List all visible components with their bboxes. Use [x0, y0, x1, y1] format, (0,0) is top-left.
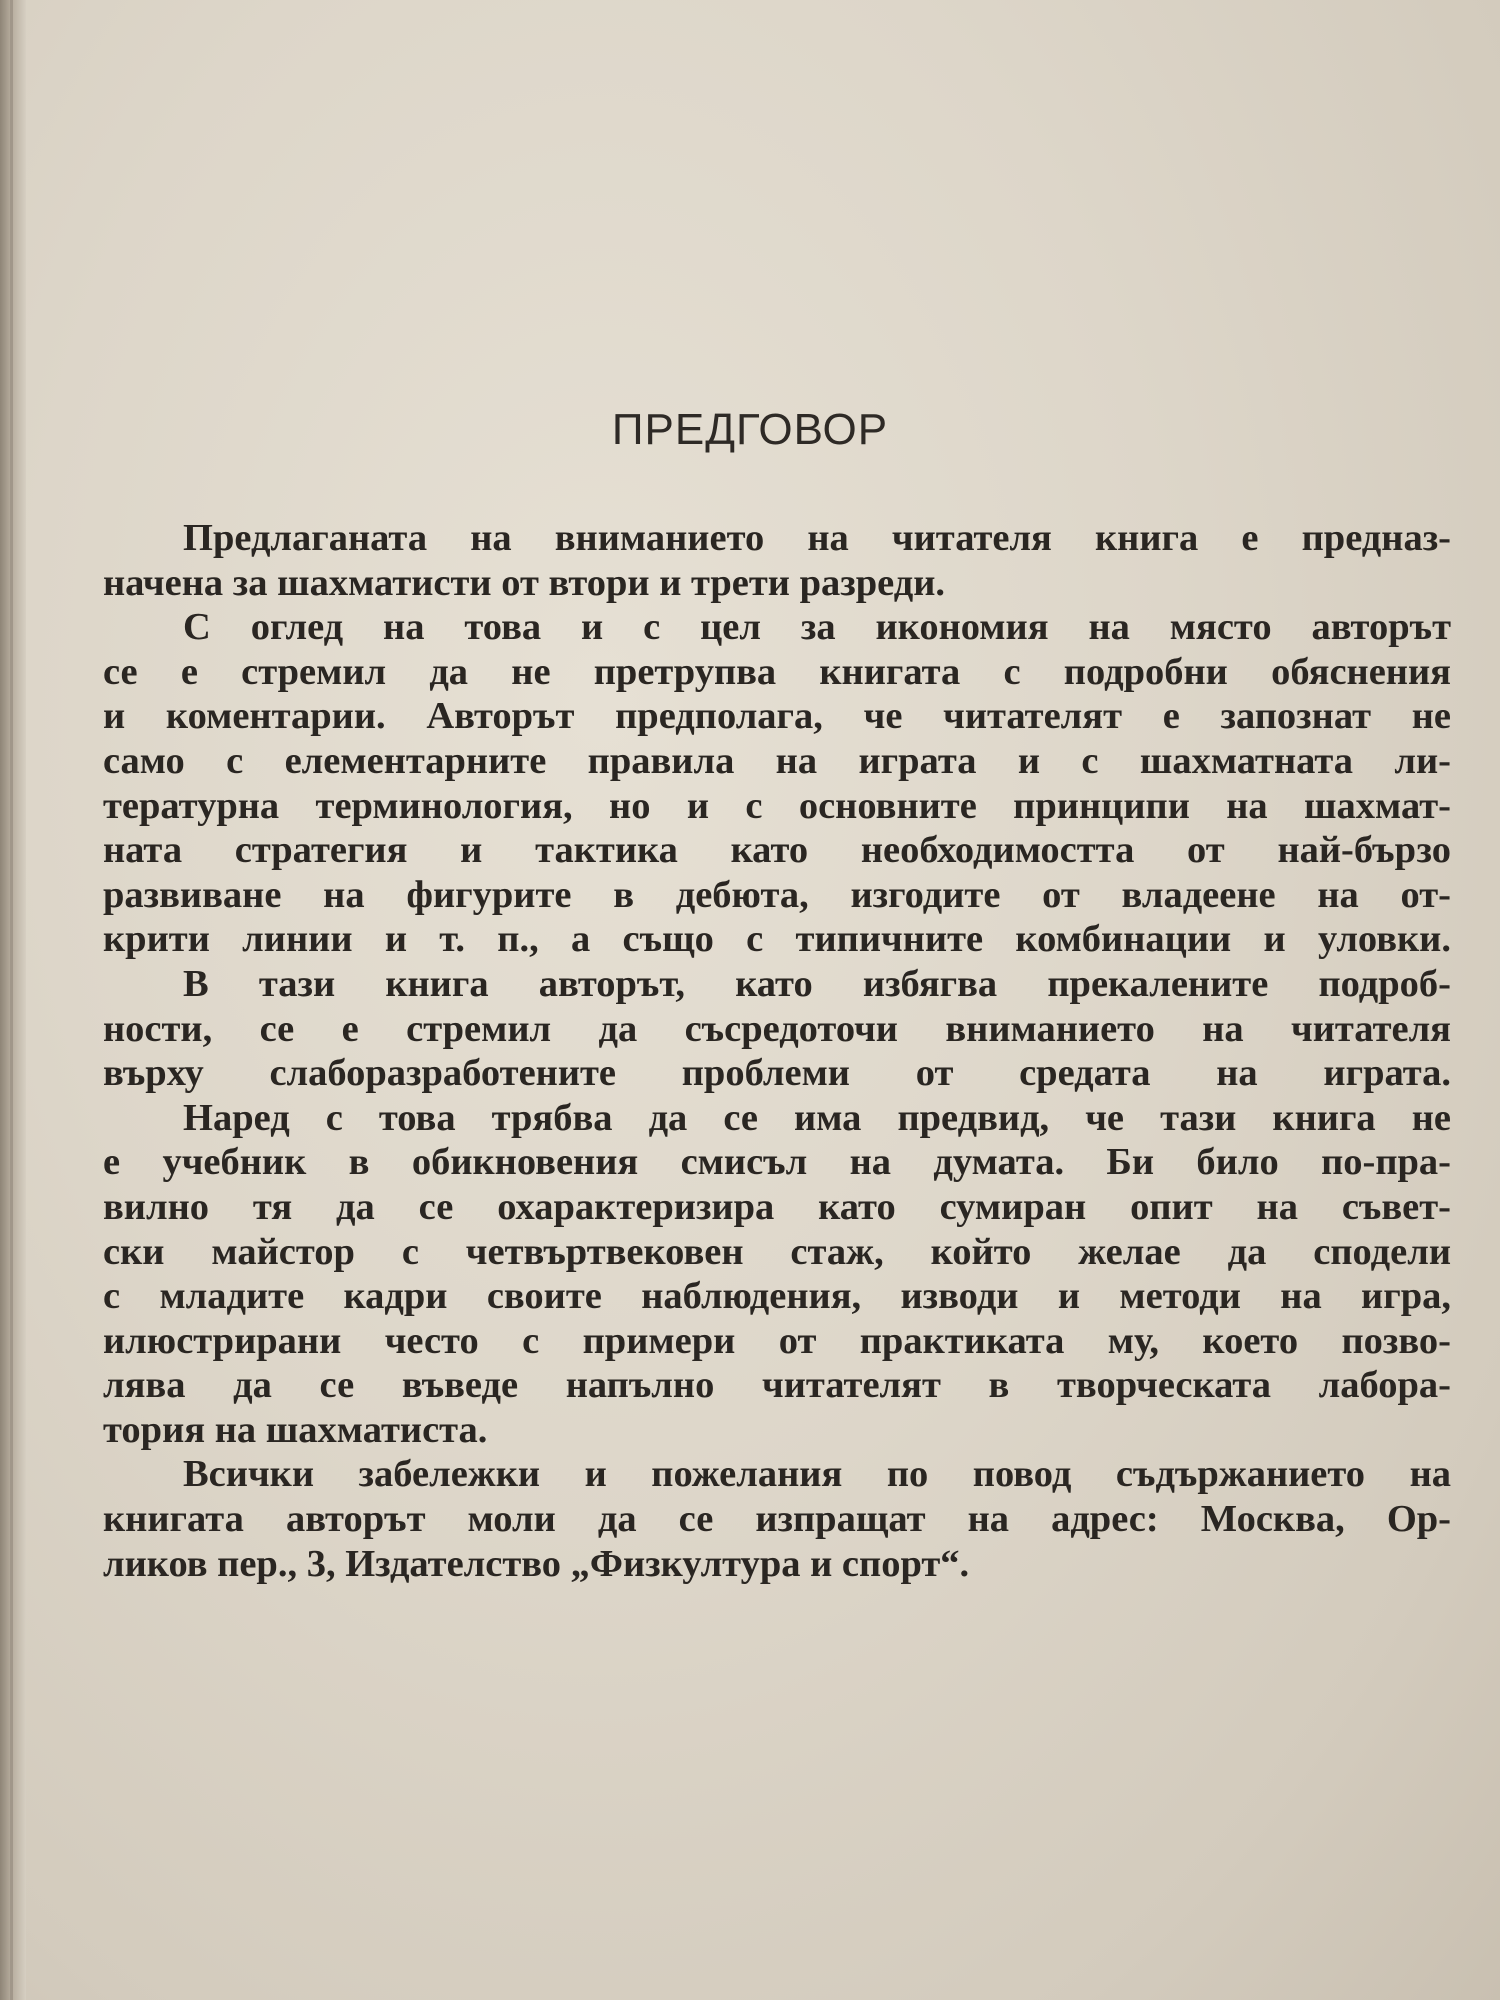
paragraph-2-line-8: крити линии и т. п., а също с типичните комбинации и уловки.: [103, 918, 1451, 961]
paragraph-1-line-2: начена за шахматисти от втори и трети разреди.: [103, 561, 946, 604]
paragraph-3-line-3: върху слаборазработените проблеми от средата на играта.: [103, 1052, 1451, 1095]
paragraph-3-line-1: В тази книга авторът, като избягва прекалените подроб-: [183, 962, 1451, 1005]
paragraph-1-line-1: Предлаганата на вниманието на читателя книга е предназ-: [183, 517, 1451, 559]
paragraph-4-line-4: ски майстор с четвъртвековен стаж, който желае да сподели: [103, 1230, 1451, 1273]
paragraph-4-line-3: вилно тя да се охарактеризира като сумиран опит на съвет-: [103, 1185, 1451, 1228]
paragraph-2-line-3: и коментарии. Авторът предполага, че читателят е запознат не: [103, 695, 1451, 738]
paragraph-5-line-2: книгата авторът моли да се изпращат на адрес: Москва, Ор-: [103, 1498, 1451, 1541]
page-binding-edge: [10, 0, 13, 2000]
paragraph-2-line-2: се е стремил да не претрупва книгата с подробни обяснения: [103, 650, 1451, 693]
preface-text: [103, 516, 1451, 1586]
page-title: ПРЕДГОВОР: [611, 405, 889, 454]
paragraph-4-line-7: лява да се въведе напълно читателят в творческата лабора-: [103, 1364, 1451, 1407]
paragraph-2-line-6: ната стратегия и тактика като необходимостта от най-бързо: [103, 829, 1451, 872]
paragraph-2-line-5: тературна терминология, но и с основните принципи на шахмат-: [103, 784, 1451, 827]
paragraph-3-line-2: ности, се е стремил да съсредоточи вниманието на читателя: [103, 1007, 1451, 1050]
paragraph-5-line-1: Всички забележки и пожелания по повод съдържанието на: [183, 1453, 1451, 1496]
paragraph-4-line-5: с младите кадри своите наблюдения, изводи и методи на игра,: [103, 1275, 1451, 1318]
paragraph-4-line-2: е учебник в обикновения смисъл на думата. Би било по-пра-: [103, 1141, 1451, 1184]
paragraph-2-line-7: развиване на фигурите в дебюта, изгодите от владеене на от-: [103, 873, 1451, 916]
paragraph-2-line-4: само с елементарните правила на играта и с шахматната ли-: [103, 739, 1451, 782]
paragraph-5-line-3: ликов пер., 3, Издателство „Физкултура и спорт“.: [103, 1542, 970, 1585]
paragraph-2-line-1: С оглед на това и с цел за икономия на място авторът: [183, 606, 1451, 649]
page-binding-shadow: [0, 0, 26, 2000]
paragraph-4-line-1: Наред с това трябва да се има предвид, че тази книга не: [183, 1096, 1451, 1139]
paragraph-4-line-6: илюстрирани често с примери от практиката му, което позво-: [103, 1319, 1451, 1362]
paragraph-4-line-8: тория на шахматиста.: [103, 1408, 488, 1451]
